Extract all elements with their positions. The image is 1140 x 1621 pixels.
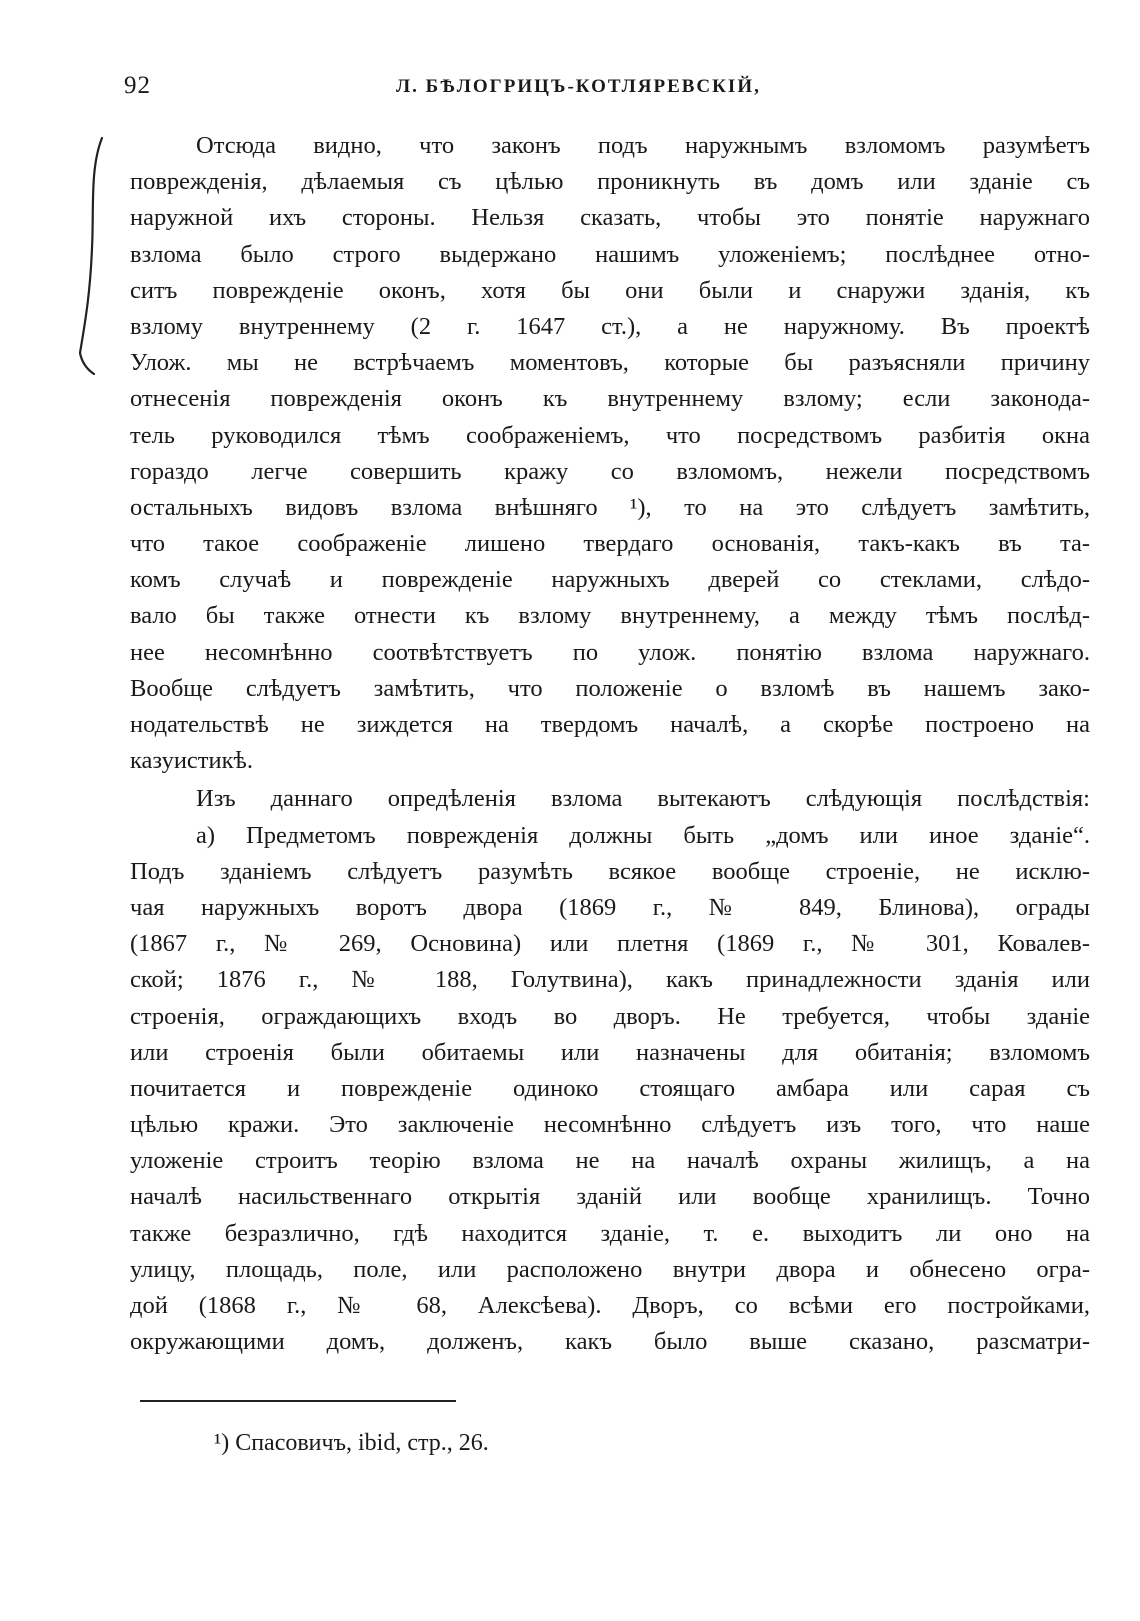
footnote-divider xyxy=(140,1400,456,1402)
text-line: вало бы также отнести къ взлому внутреннему, а между тѣмъ послѣд- xyxy=(130,602,1090,630)
text-line: Изъ даннаго опредѣленія взлома вытекаютъ слѣдующія послѣдствія: xyxy=(196,785,1090,813)
text-line: цѣлью кражи. Это заключеніе несомнѣнно слѣдуетъ изъ того, что наше xyxy=(130,1111,1090,1139)
text-line: ситъ поврежденіе оконъ, хотя бы они были и снаружи зданія, къ xyxy=(130,276,1090,304)
text-line: взлома было строго выдержано нашимъ уложеніемъ; послѣднее отно- xyxy=(130,240,1090,268)
text-line: (1867 г., № 269, Основина) или плетня (1869 г., № 301, Ковалев- xyxy=(130,930,1090,958)
text-line: остальныхъ видовъ взлома внѣшняго ¹), то на это слѣдуетъ замѣтить, xyxy=(130,493,1090,521)
text-line: ской; 1876 г., № 188, Голутвина), какъ принадлежности зданія или xyxy=(130,966,1090,994)
text-line: гораздо легче совершить кражу со взломомъ, нежели посредствомъ xyxy=(130,457,1090,485)
body-text xyxy=(130,128,1090,1360)
text-line: наружной ихъ стороны. Нельзя сказать, чтобы это понятіе наружнаго xyxy=(130,204,1090,232)
text-line: окружающими домъ, долженъ, какъ было выше сказано, разсматри- xyxy=(130,1328,1090,1356)
footnote: ¹) Спасовичъ, ibid, стр., 26. xyxy=(214,1430,489,1456)
marginal-bracket-annotation xyxy=(72,128,112,378)
text-line: поврежденія, дѣлаемыя съ цѣлью проникнуть въ домъ или зданіе съ xyxy=(130,168,1090,196)
text-line: почитается и поврежденіе одиноко стоящаго амбара или сарая съ xyxy=(130,1074,1090,1102)
text-line: Подъ зданіемъ слѣдуетъ разумѣть всякое вообще строеніе, не исклю- xyxy=(130,857,1090,885)
text-line: комъ случаѣ и поврежденіе наружныхъ дверей со стеклами, слѣдо- xyxy=(130,566,1090,594)
text-line: или строенія были обитаемы или назначены для обитанія; взломомъ xyxy=(130,1038,1090,1066)
text-line: отнесенія поврежденія оконъ къ внутреннему взлому; если законода- xyxy=(130,385,1090,413)
text-line: уложеніе строитъ теорію взлома не на началѣ охраны жилищъ, а на xyxy=(130,1147,1090,1175)
text-line: нодательствѣ не зиждется на твердомъ началѣ, а скорѣе построено на xyxy=(130,711,1090,738)
text-line: казуистикѣ. xyxy=(130,747,253,775)
text-line: дой (1868 г., № 68, Алексѣева). Дворъ, со всѣми его постройками, xyxy=(130,1292,1090,1319)
text-line: чая наружныхъ воротъ двора (1869 г., № 849, Блинова), ограды xyxy=(130,893,1090,921)
text-line: началѣ насильственнаго открытія зданій или вообще хранилищъ. Точно xyxy=(130,1183,1090,1211)
text-line: а) Предметомъ поврежденія должны быть „домъ или иное зданіе“. xyxy=(196,821,1090,849)
text-line: Отсюда видно, что законъ подъ наружнымъ взломомъ разумѣетъ xyxy=(196,132,1090,159)
text-line: Улож. мы не встрѣчаемъ моментовъ, которые бы разъясняли причину xyxy=(130,349,1090,377)
text-line: строенія, ограждающихъ входъ во дворъ. Не требуется, чтобы зданіе xyxy=(130,1002,1090,1030)
text-line: взлому внутреннему (2 г. 1647 ст.), а не наружному. Въ проектѣ xyxy=(130,312,1090,340)
text-line: нее несомнѣнно соотвѣтствуетъ по улож. понятію взлома наружнаго. xyxy=(130,638,1090,666)
running-head: Л. БѢЛОГРИЦЪ-КОТЛЯРЕВСКІЙ, xyxy=(396,76,761,97)
text-line: Вообще слѣдуетъ замѣтить, что положеніе о взломѣ въ нашемъ зако- xyxy=(130,674,1090,702)
page-number: 92 xyxy=(124,72,151,99)
text-line: тель руководился тѣмъ соображеніемъ, что посредствомъ разбитія окна xyxy=(130,421,1090,449)
text-line: улицу, площадь, поле, или расположено внутри двора и обнесено огра- xyxy=(130,1255,1090,1283)
text-line: также безразлично, гдѣ находится зданіе, т. е. выходитъ ли оно на xyxy=(130,1219,1090,1247)
text-line: что такое соображеніе лишено твердаго основанія, такъ-какъ въ та- xyxy=(130,530,1090,558)
